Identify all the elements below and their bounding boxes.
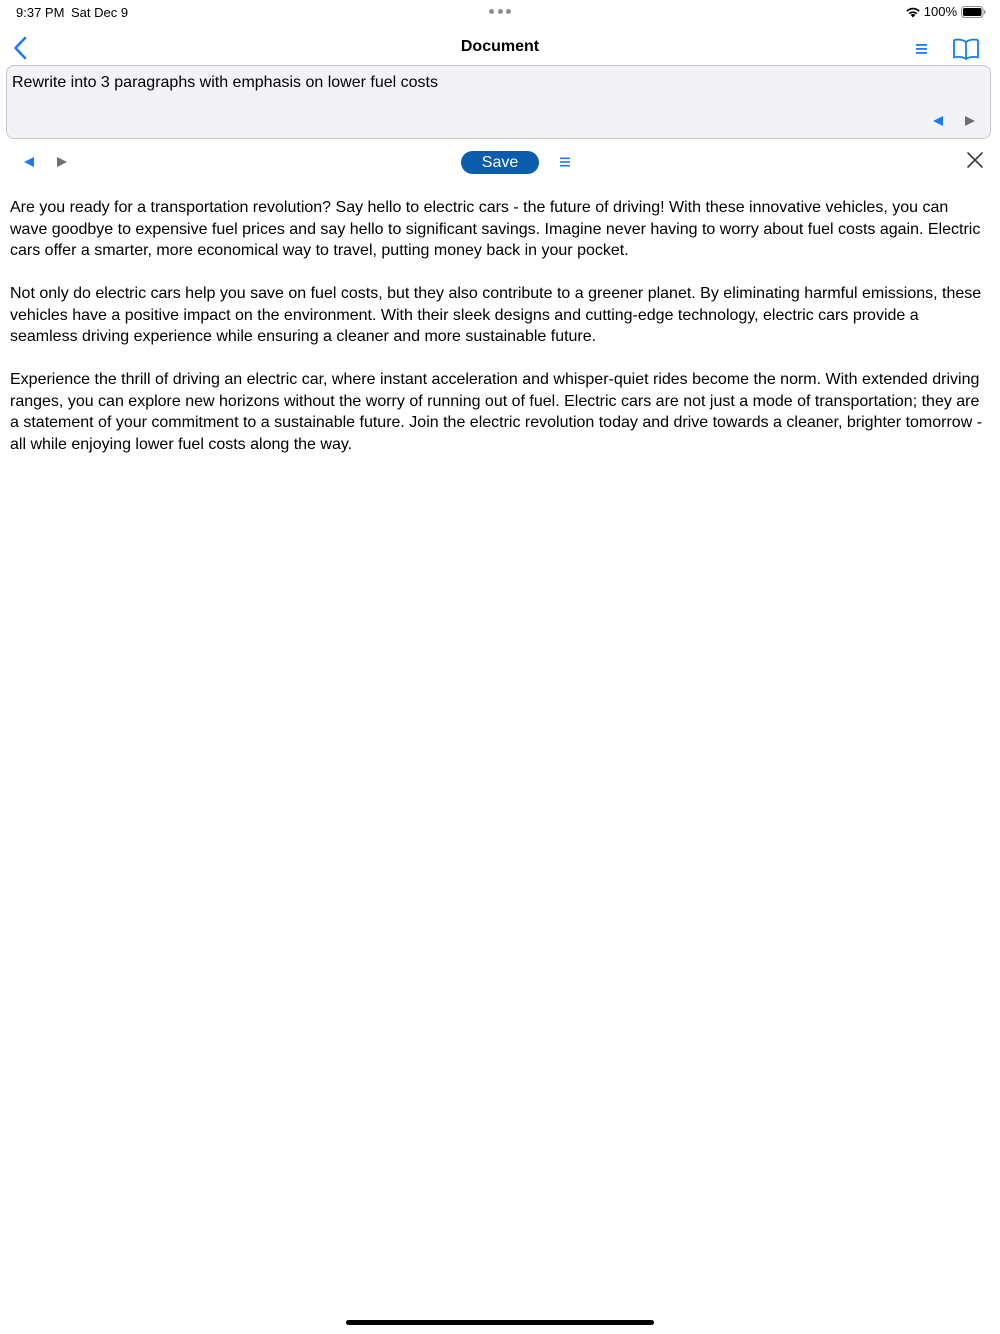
- prompt-text[interactable]: Rewrite into 3 paragraphs with emphasis on lower fuel costs: [12, 74, 438, 91]
- navigation-bar: [0, 28, 1000, 68]
- status-date: Sat Dec 9: [71, 5, 129, 20]
- multitasking-dots-icon[interactable]: [489, 9, 511, 15]
- menu-lines-icon[interactable]: [558, 155, 572, 169]
- next-prompt-icon[interactable]: [964, 115, 976, 127]
- save-button[interactable]: Save: [461, 151, 539, 174]
- battery-percentage: 100%: [923, 4, 957, 19]
- wifi-icon: [905, 6, 921, 18]
- status-indicators: [905, 4, 986, 19]
- paragraph: Experience the thrill of driving an electric car, where instant acceleration and whisper-quiet rides become the norm. With extended driving ranges, you can explore new horizons without the worry of running out of fuel. Electric cars are not just a mode of transportation; they are a statement of your commitment to a sustainable future. Join the electric revolution today and drive towards a cleaner, brighter tomorrow - all while enjoying lower fuel costs along the way.: [10, 371, 983, 453]
- home-indicator[interactable]: [346, 1320, 654, 1325]
- status-bar: [0, 0, 1000, 24]
- document-text[interactable]: [10, 197, 990, 477]
- prompt-input[interactable]: [6, 65, 991, 139]
- book-icon[interactable]: [952, 37, 980, 61]
- list-icon[interactable]: [914, 40, 932, 58]
- paragraph: Are you ready for a transportation revolution? Say hello to electric cars - the future of driving! With these innovative vehicles, you can wave goodbye to expensive fuel prices and say hello to significant savings. Imagine never having to worry about fuel costs again. Electric cars offer a smarter, more economical way to travel, putting money back in your pocket.: [10, 199, 981, 259]
- battery-icon: [961, 6, 986, 18]
- paragraph: Not only do electric cars help you save on fuel costs, but they also contribute to a greener planet. By eliminating harmful emissions, these vehicles have a positive impact on the environment. With their sleek designs and cutting-edge technology, electric cars provide a seamless driving experience while ensuring a cleaner and more sustainable future.: [10, 285, 982, 345]
- previous-version-icon[interactable]: [23, 156, 35, 168]
- document-toolbar: [0, 148, 1000, 178]
- status-time: 9:37 PM: [16, 5, 65, 20]
- close-icon[interactable]: [966, 151, 984, 169]
- page-title: Document: [460, 38, 540, 55]
- next-version-icon[interactable]: [56, 156, 68, 168]
- previous-prompt-icon[interactable]: [932, 115, 944, 127]
